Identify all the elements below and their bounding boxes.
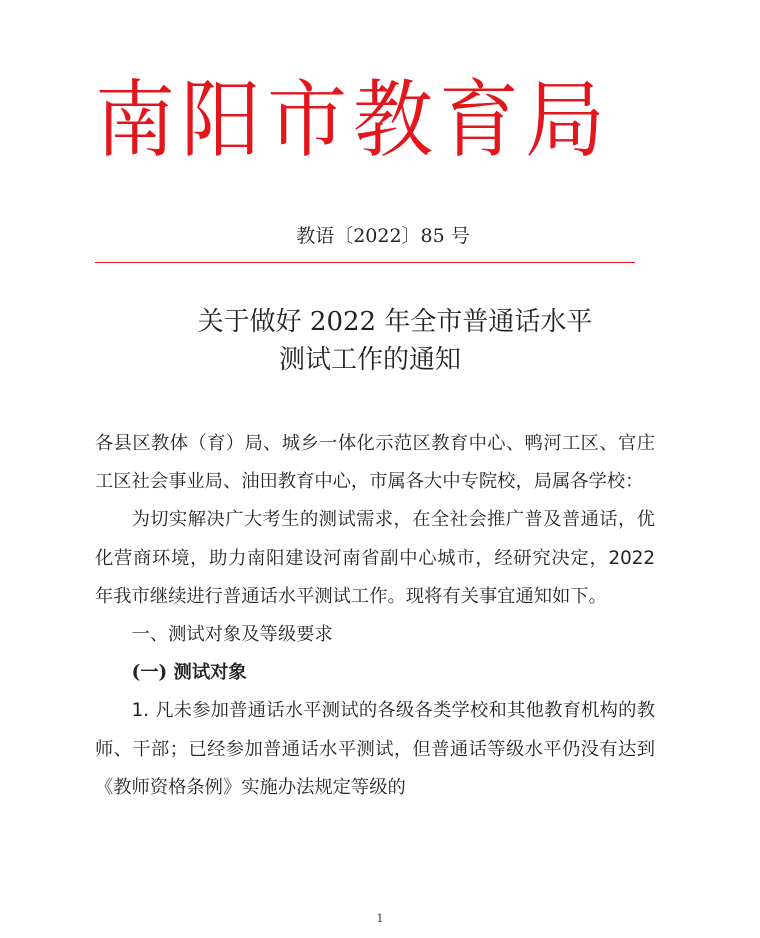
subsection-heading: (一) 测试对象 xyxy=(131,662,247,684)
red-separator-line xyxy=(95,262,635,263)
document-number: 教语〔2022〕85 号 xyxy=(296,225,470,247)
page-number: 1 xyxy=(376,912,384,925)
document-title xyxy=(0,303,760,379)
paragraph-item-1: 1. 凡未参加普通话水平测试的各级各类学校和其他教育机构的教师、干部；已经参加普通话水平测试，但普通话等级水平仍没有达到《教师资格条例》实施办法规定等级的 xyxy=(95,700,655,798)
title-line-2: 测试工作的通知 xyxy=(278,345,461,375)
issuer-header: 南阳市教育局 xyxy=(95,71,611,169)
document-body xyxy=(95,425,655,807)
paragraph-intro: 为切实解决广大考生的测试需求，在全社会推广普及普通话，优化营商环境，助力南阳建设河南省副中心城市，经研究决定，2022 年我市继续进行普通话水平测试工作。现将有关事宜通知如下。 xyxy=(95,509,655,607)
title-line-1: 关于做好 2022 年全市普通话水平 xyxy=(197,307,593,337)
section-heading: 一、测试对象及等级要求 xyxy=(131,624,333,646)
salutation: 各县区教体（育）局、城乡一体化示范区教育中心、鸭河工区、官庄工区社会事业局、油田教育中心，市属各大中专院校，局属各学校： xyxy=(95,433,655,493)
